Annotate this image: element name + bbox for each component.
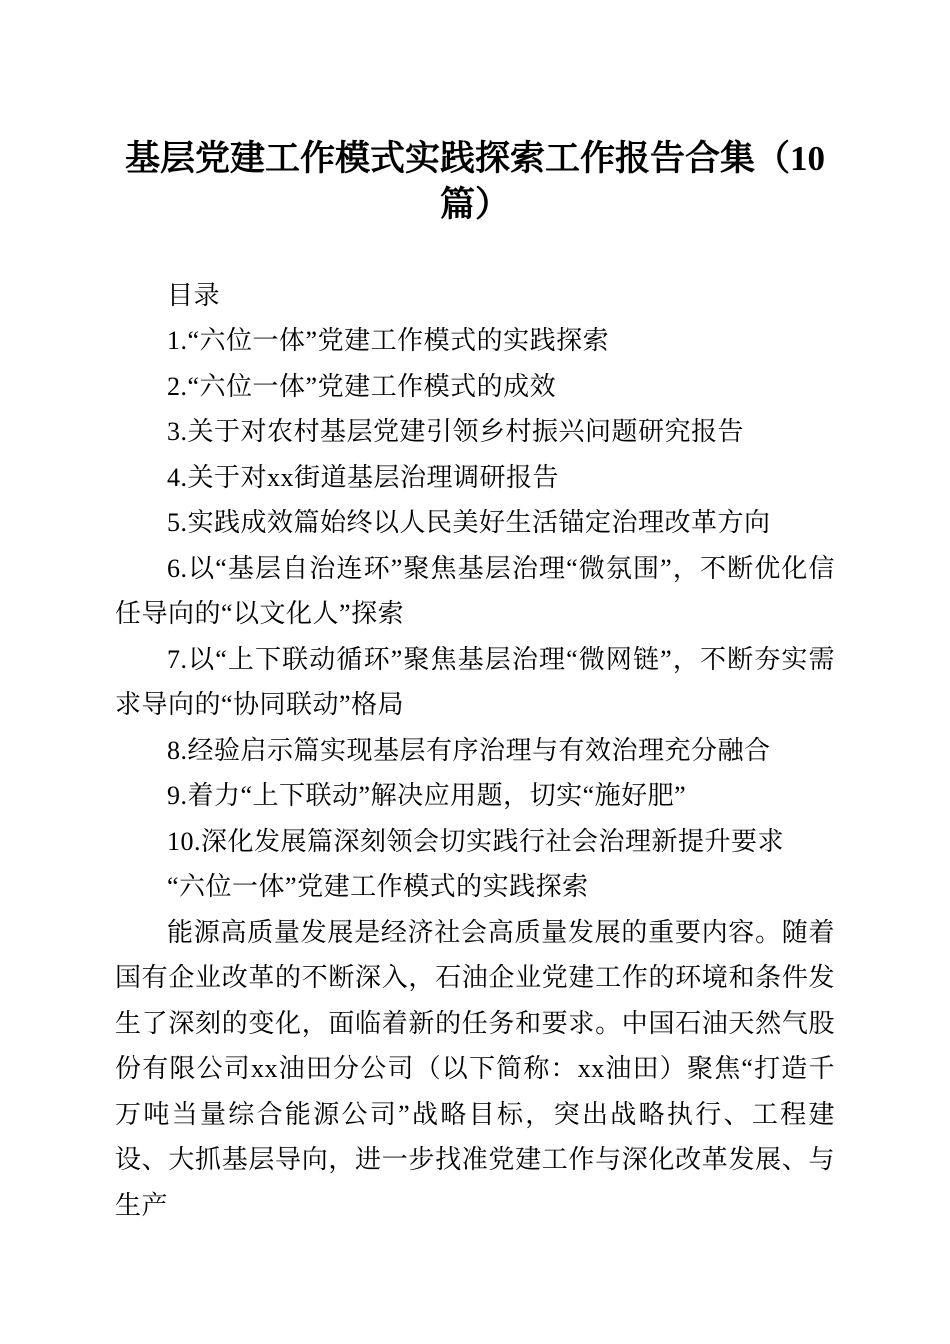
toc-item-6: 6.以“基层自治连环”聚焦基层治理“微氛围”，不断优化信任导向的“以文化人”探索 xyxy=(115,553,835,628)
toc-item-2: 2.“六位一体”党建工作模式的成效 xyxy=(167,371,557,401)
toc-item-10: 10.深化发展篇深刻领会切实践行社会治理新提升要求 xyxy=(167,826,785,856)
toc-item-5: 5.实践成效篇始终以人民美好生活锚定治理改革方向 xyxy=(167,508,771,537)
toc-item-4: 4.关于对xx街道基层治理调研报告 xyxy=(167,462,560,492)
section-heading: “六位一体”党建工作模式的实践探索 xyxy=(167,872,589,901)
toc-item-7: 7.以“上下联动循环”聚焦基层治理“微网链”，不断夯实需求导向的“协同联动”格局 xyxy=(115,644,835,719)
toc-label: 目录 xyxy=(167,280,221,310)
document-title: 基层党建工作模式实践探索工作报告合集（10篇） xyxy=(124,139,825,224)
toc-item-9: 9.着力“上下联动”解决应用题，切实“施好肥” xyxy=(167,781,687,810)
toc-item-1: 1.“六位一体”党建工作模式的实践探索 xyxy=(167,326,610,355)
toc-item-3: 3.关于对农村基层党建引领乡村振兴问题研究报告 xyxy=(167,417,745,446)
body-paragraph: 能源高质量发展是经济社会高质量发展的重要内容。随着国有企业改革的不断深入，石油企业党建工作的环境和条件发生了深刻的变化，面临着新的任务和要求。中国石油天然气股份有限公司xx油田分公司（以下简称：xx油田）聚焦“打造千万吨当量综合能源公司”战略目标，突出战略执行、工程建设、大抓基层导向，进一步找准党建工作与深化改革发展、与生产 xyxy=(115,917,835,1220)
document-body xyxy=(115,273,835,1229)
toc-item-8: 8.经验启示篇实现基层有序治理与有效治理充分融合 xyxy=(167,735,771,765)
